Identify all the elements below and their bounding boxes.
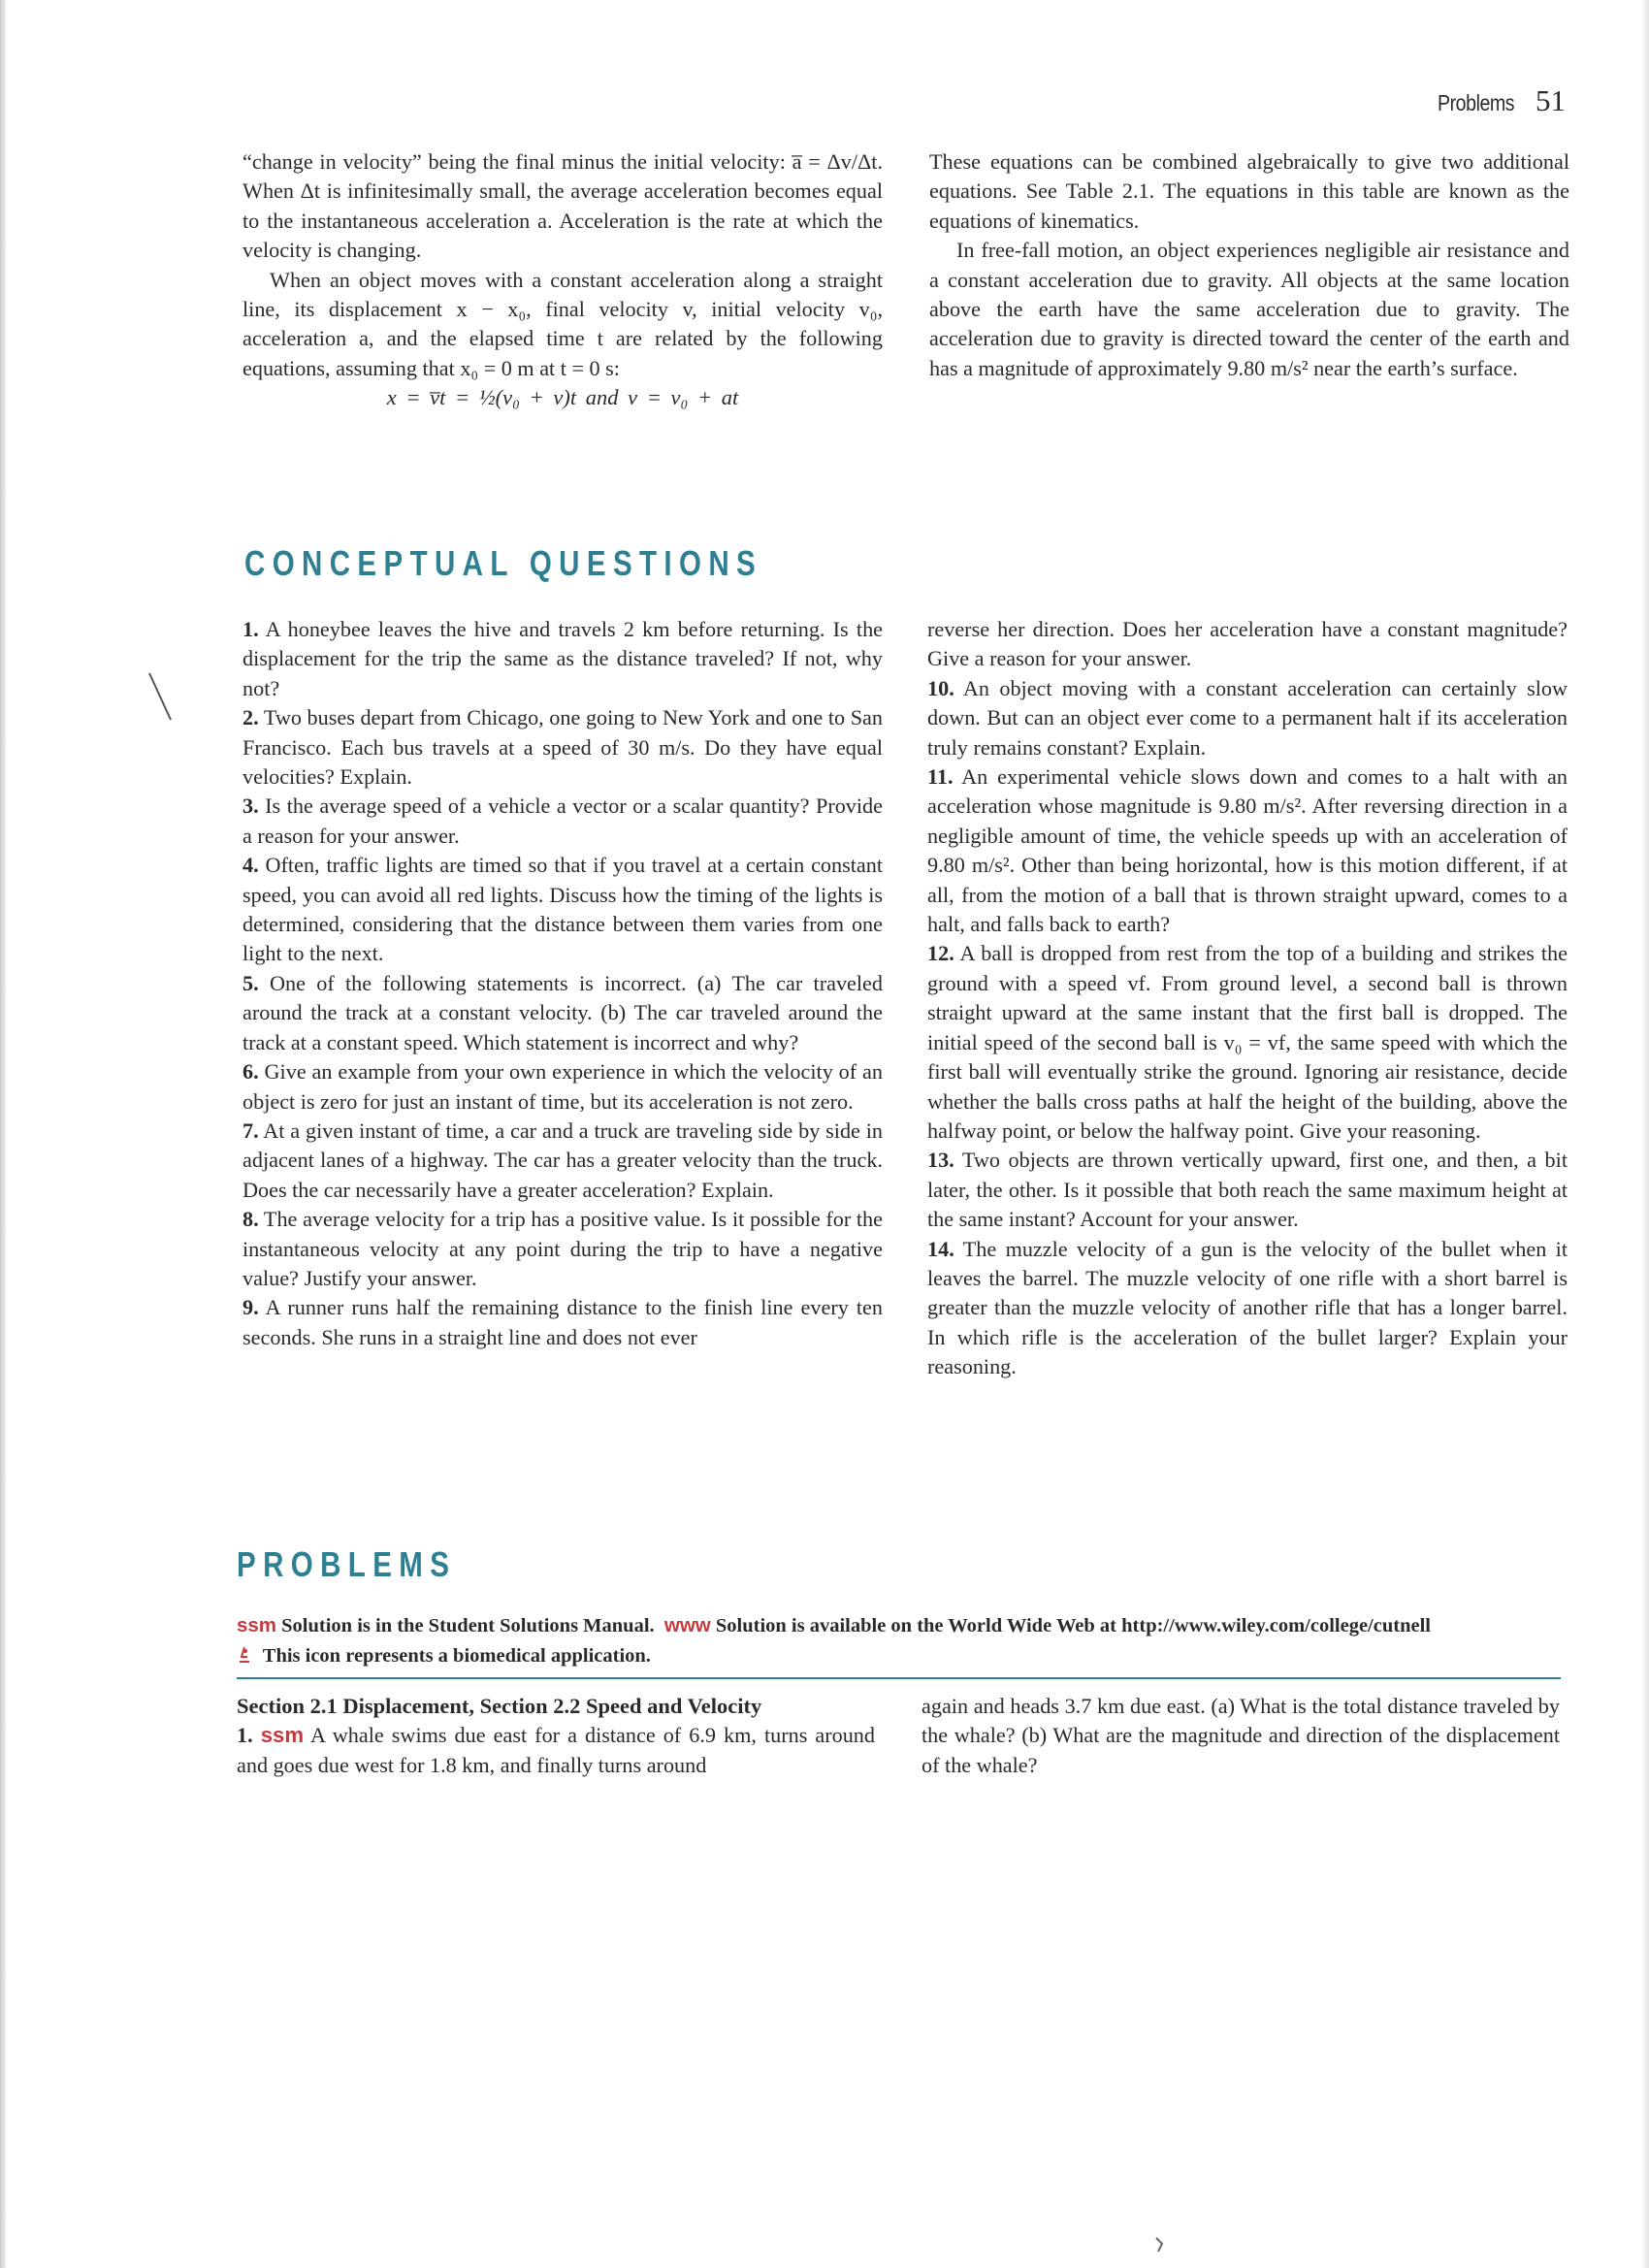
question-number: 7. bbox=[242, 1118, 259, 1143]
problem-1-continued: again and heads 3.7 km due east. (a) What is the total distance traveled by the whale? (b) What are the magnitude and direction of the displacement of the whale? bbox=[922, 1694, 1560, 1777]
summary-right-column bbox=[929, 147, 1569, 383]
scan-right-edge bbox=[1641, 0, 1649, 2268]
pen-mark bbox=[146, 669, 184, 728]
legend-www-text: Solution is available on the World Wide Web at http://www.wiley.com/college/cutnell bbox=[715, 1615, 1431, 1636]
question-item bbox=[242, 1293, 883, 1352]
problems-left-column bbox=[237, 1692, 875, 1780]
summary-right-paragraph-2: In free-fall motion, an object experiences negligible air resistance and a constant acceleration due to gravity. All objects at the same location above the earth have the same acceleration due to gravity. The acceleration due to gravity is directed toward the center of the earth and has a magnitude of approximately 9.80 m/s² near the earth’s surface. bbox=[929, 238, 1569, 380]
question-item bbox=[242, 969, 883, 1057]
section-heading: Section 2.1 Displacement, Section 2.2 Speed and Velocity bbox=[237, 1694, 762, 1718]
summary-left-column bbox=[242, 147, 883, 413]
question-number: 4. bbox=[242, 853, 259, 878]
question-item bbox=[242, 1117, 883, 1205]
ssm-icon: ssm bbox=[237, 1614, 277, 1636]
conceptual-right-column bbox=[927, 615, 1568, 1382]
question-number: 3. bbox=[242, 794, 259, 819]
question-number: 2. bbox=[242, 705, 259, 730]
question-item bbox=[927, 1146, 1568, 1234]
question-text: Give an example from your own experience in which the velocity of an object is zero for just an instant of time, but its acceleration is not zero. bbox=[242, 1059, 883, 1114]
question-text: At a given instant of time, a car and a truck are traveling side by side in adjacent lanes of a highway. The car has a greater velocity than the truck. Does the car necessarily have a greater acceleration? Explain. bbox=[242, 1118, 883, 1202]
question-text: The muzzle velocity of a gun is the velocity of the bullet when it leaves the barrel. The muzzle velocity of one rifle with a short barrel is greater than the muzzle velocity of another rifle that has a longer barrel. In which rifle is the acceleration of the bullet larger? Explain your reasoning. bbox=[927, 1236, 1568, 1379]
question-text: Is the average speed of a vehicle a vector or a scalar quantity? Provide a reason for your answer. bbox=[242, 794, 883, 848]
question-text: Two objects are thrown vertically upward, first one, and then, a bit later, the other. Is it possible that both reach the same maximum height at the same instant? Account for your answer. bbox=[927, 1148, 1568, 1232]
conceptual-left-column bbox=[242, 615, 883, 1352]
problems-heading: PROBLEMS bbox=[237, 1544, 457, 1584]
legend-line-2 bbox=[237, 1641, 1556, 1671]
question-item bbox=[927, 762, 1568, 939]
legend-ssm-text: Solution is in the Student Solutions Manual. bbox=[281, 1615, 655, 1636]
pen-mark-2 bbox=[1152, 2236, 1168, 2255]
running-header bbox=[1424, 83, 1566, 118]
question-item bbox=[927, 939, 1568, 1146]
question-9-continued: reverse her direction. Does her acceleration have a constant magnitude? Give a reason for your answer. bbox=[927, 617, 1568, 671]
page-number: 51 bbox=[1536, 83, 1566, 117]
summary-left-paragraph-1: “change in velocity” being the final minus the initial velocity: a̅ = Δv/Δt. When Δt is infinitesimally small, the average acceleration becomes equal to the instantaneous acceleration a. Acceleration is the rate at which the velocity is changing. bbox=[242, 149, 883, 263]
question-number: 9. bbox=[242, 1295, 259, 1320]
problem-1-text: A whale swims due east for a distance of 6.9 km, turns around and goes due west for 1.8 km, and finally turns around bbox=[237, 1723, 875, 1777]
question-number: 11. bbox=[927, 764, 954, 790]
question-number: 14. bbox=[927, 1236, 954, 1261]
question-number: 13. bbox=[927, 1148, 954, 1173]
question-text: The average velocity for a trip has a positive value. Is it possible for the instantaneous velocity at any point during the trip to have a negative value? Justify your answer. bbox=[242, 1207, 883, 1290]
question-item bbox=[242, 1057, 883, 1117]
question-item bbox=[242, 851, 883, 969]
question-text: One of the following statements is incorrect. (a) The car traveled around the track at a constant velocity. (b) The car traveled around the track at a constant speed. Which statement is incorrect and why? bbox=[242, 970, 883, 1054]
legend-bio-text: This icon represents a biomedical application. bbox=[262, 1645, 651, 1667]
summary-left-paragraph-2: When an object moves with a constant acceleration along a straight line, its displacement x − x₀, final velocity v, initial velocity v₀, acceleration a, and the elapsed time t are related by the following equations, assuming that x₀ = 0 m at t = 0 s: bbox=[242, 267, 883, 380]
conceptual-questions-heading: CONCEPTUAL QUESTIONS bbox=[244, 543, 763, 583]
problems-right-column bbox=[922, 1692, 1560, 1780]
problem-1-ssm-icon: ssm bbox=[260, 1723, 305, 1748]
kinematics-formula: x = v̅t = ½(v₀ + v)t and v = v₀ + at bbox=[386, 385, 739, 410]
question-item bbox=[242, 1205, 883, 1293]
question-item bbox=[242, 792, 883, 851]
question-item bbox=[927, 1235, 1568, 1382]
question-text: A honeybee leaves the hive and travels 2 km before returning. Is the displacement for the trip the same as the distance traveled? If not, why not? bbox=[242, 617, 884, 700]
legend-line-1 bbox=[237, 1610, 1556, 1641]
question-number: 8. bbox=[242, 1207, 259, 1232]
question-text: An object moving with a constant acceleration can certainly slow down. But can an object ever come to a permanent halt if its acceleration truly remains constant? Explain. bbox=[927, 675, 1568, 760]
scan-left-edge bbox=[0, 0, 6, 2268]
question-number: 1. bbox=[242, 617, 259, 641]
section-rule bbox=[237, 1677, 1561, 1679]
problem-1 bbox=[237, 1721, 875, 1780]
question-item bbox=[927, 674, 1568, 762]
question-text: Two buses depart from Chicago, one going to New York and one to San Francisco. Each bus travels at a speed of 30 m/s. Do they have equal velocities? Explain. bbox=[242, 705, 883, 790]
biomedical-icon bbox=[237, 1645, 252, 1665]
problems-legend bbox=[237, 1610, 1556, 1671]
question-text: An experimental vehicle slows down and comes to a halt with an acceleration whose magnitude is 9.80 m/s². After reversing direction in a negligible amount of time, the vehicle speeds up with an acceleration of 9.80 m/s². Other than being horizontal, how is this motion different, if at all, from the motion of a ball that is thrown straight upward, comes to a halt, and falls back to earth? bbox=[927, 764, 1568, 937]
question-number: 10. bbox=[927, 675, 954, 700]
www-icon: www bbox=[663, 1614, 711, 1636]
question-number: 12. bbox=[927, 941, 954, 966]
question-text: Often, traffic lights are timed so that if you travel at a certain constant speed, you can avoid all red lights. Discuss how the timing of the lights is determined, considering that the distance between them varies from one light to the next. bbox=[242, 853, 884, 966]
header-section: Problems bbox=[1437, 90, 1514, 115]
question-number: 6. bbox=[242, 1059, 259, 1085]
question-text: A ball is dropped from rest from the top of a building and strikes the ground with a speed vf. From ground level, a second ball is thrown straight upward at the same instant that the first ball is dropped. The initial speed of the second ball is v₀ = vf, the same speed with which the first ball will eventually strike the ground. Ignoring air resistance, decide whether the balls cross paths at half the height of the building, above the halfway point, or below the halfway point. Give your reasoning. bbox=[927, 941, 1568, 1143]
summary-right-paragraph-1: These equations can be combined algebraically to give two additional equations. See Table 2.1. The equations in this table are known as the equations of kinematics. bbox=[929, 149, 1569, 233]
question-item bbox=[242, 615, 883, 703]
question-item bbox=[242, 703, 883, 792]
question-number: 5. bbox=[242, 970, 259, 995]
question-text: A runner runs half the remaining distance to the finish line every ten seconds. She runs in a straight line and does not ever bbox=[242, 1295, 883, 1349]
problem-1-number: 1. bbox=[237, 1723, 253, 1748]
